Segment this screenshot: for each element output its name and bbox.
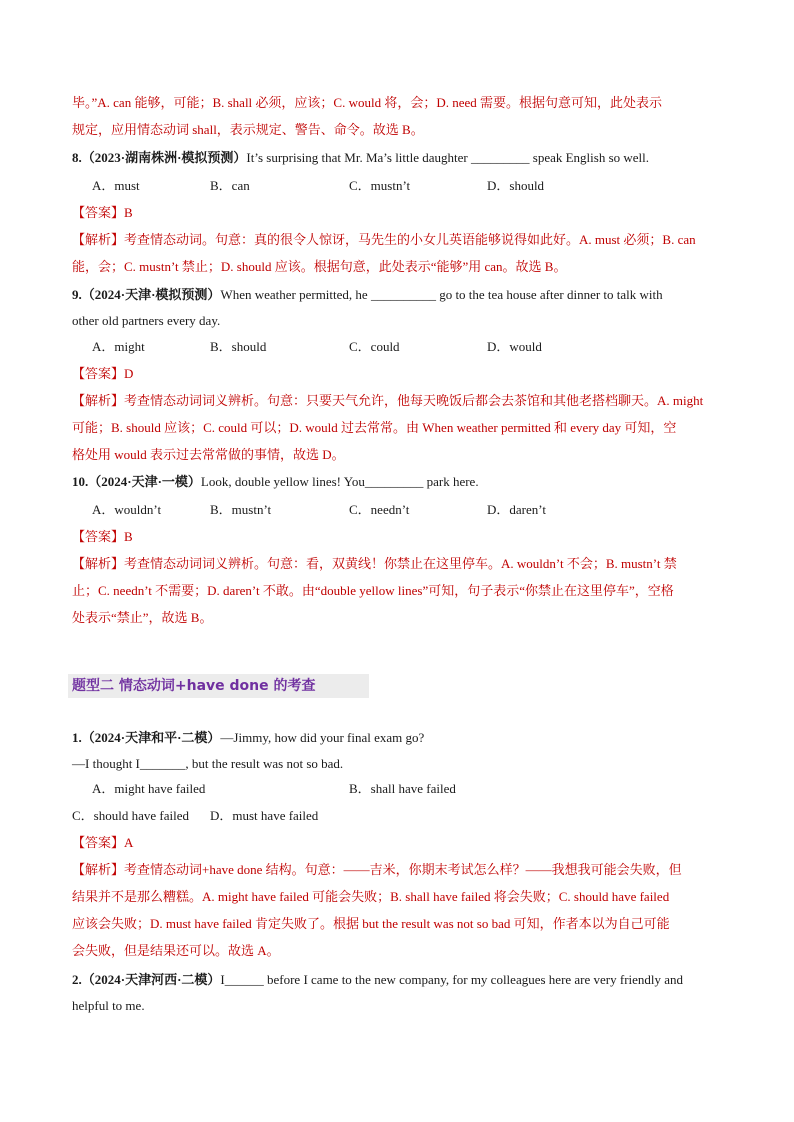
question-source: （2024·天津·模拟预测） (81, 287, 221, 302)
question-text: Look, double yellow lines! You_________ park here. (200, 474, 479, 489)
analysis-line: 【解析】考查情态动词词义辨析。句意：只要天气允许，他每天晚饭后都会去茶馆和其他老搭档聊天。A. might (72, 393, 704, 408)
question-number: 9. (72, 287, 82, 302)
option-b: B．shall have failed (349, 781, 456, 796)
question-text: When weather permitted, he __________ go to the tea house after dinner to talk with (220, 287, 663, 302)
answer-label: 【答案】D (72, 366, 134, 381)
option-a: A．might (92, 339, 145, 354)
option-c: C．mustn’t (349, 178, 411, 193)
section-title: 题型二 情态动词+have done 的考查 (72, 678, 316, 694)
option-b: B．mustn’t (210, 502, 272, 517)
question-source: （2024·天津·一模） (88, 474, 201, 489)
question-9-stem (72, 286, 663, 304)
option-c: C．could (349, 339, 400, 354)
analysis-line: 能，会；C. mustn’t 禁止；D. should 应该。根据句意，此处表示“能够”用 can。故选 B。 (72, 259, 567, 274)
analysis-line: 规定，应用情态动词 shall，表示规定、警告、命令。故选 B。 (72, 122, 424, 137)
option-a: A．wouldn’t (92, 502, 162, 517)
question-text-cont: other old partners every day. (72, 313, 221, 328)
option-a: A．must (92, 178, 140, 193)
answer-label: 【答案】B (72, 529, 133, 544)
analysis-line: 【解析】考查情态动词+have done 结构。句意：——吉米，你期末考试怎么样？——我想我可能会失败，但 (72, 862, 682, 877)
question-source: （2023·湖南株洲·模拟预测） (81, 150, 247, 165)
option-b: B．can (210, 178, 250, 193)
analysis-line: 毕。”A. can 能够，可能；B. shall 必须，应该；C. would 将，会；D. need 需要。根据句意可知，此处表示 (72, 95, 663, 110)
analysis-line: 处表示“禁止”，故选 B。 (72, 610, 213, 625)
question-number: 10. (72, 474, 89, 489)
question-text: I______ before I came to the new company, for my colleagues here are very friendly and (220, 972, 684, 987)
question-number: 8. (72, 150, 82, 165)
question-source: （2024·天津河西·二模） (81, 972, 221, 987)
option-a: A．might have failed (92, 781, 206, 796)
section2-question-1-stem (72, 729, 424, 747)
analysis-line: 会失败，但是结果还可以。故选 A。 (72, 943, 280, 958)
question-number: 1. (72, 730, 82, 745)
section-heading (68, 674, 369, 698)
option-d: D．should (487, 178, 545, 193)
question-text-cont: —I thought I_______, but the result was not so bad. (72, 756, 344, 771)
question-number: 2. (72, 972, 82, 987)
analysis-line: 【解析】考查情态动词词义辨析。句意：看，双黄线！你禁止在这里停车。A. wouldn’t 不会；B. mustn’t 禁 (72, 556, 677, 571)
option-d: D．would (487, 339, 542, 354)
analysis-line: 应该会失败；D. must have failed 肯定失败了。根据 but the result was not so bad 可知，作者本以为自己可能 (72, 916, 670, 931)
option-c: C．should have failed (72, 808, 189, 823)
question-10-stem (72, 473, 479, 491)
analysis-line: 结果并不是那么糟糕。A. might have failed 可能会失败；B. shall have failed 将会失败；C. should have failed (72, 889, 670, 904)
question-text-cont: helpful to me. (72, 998, 145, 1013)
analysis-line: 止；C. needn’t 不需要；D. daren’t 不敢。由“double yellow lines”可知，句子表示“你禁止在这里停车”，空格 (72, 583, 674, 598)
section2-question-2-stem (72, 971, 683, 989)
analysis-line: 格处用 would 表示过去常常做的事情，故选 D。 (72, 447, 345, 462)
analysis-line: 可能；B. should 应该；C. could 可以；D. would 过去常常。由 When weather permitted 和 every day 可知，空 (72, 420, 677, 435)
analysis-line: 【解析】考查情态动词。句意：真的很令人惊讶，马先生的小女儿英语能够说得如此好。A. must 必须；B. can (72, 232, 696, 247)
option-b: B．should (210, 339, 267, 354)
option-c: C．needn’t (349, 502, 410, 517)
question-8-stem (72, 149, 649, 167)
option-d: D．daren’t (487, 502, 546, 517)
question-text: —Jimmy, how did your final exam go? (220, 730, 425, 745)
answer-label: 【答案】B (72, 205, 133, 220)
question-source: （2024·天津和平·二模） (81, 730, 221, 745)
answer-label: 【答案】A (72, 835, 134, 850)
question-text: It’s surprising that Mr. Ma’s little daughter _________ speak English so well. (246, 150, 650, 165)
option-d: D．must have failed (210, 808, 319, 823)
